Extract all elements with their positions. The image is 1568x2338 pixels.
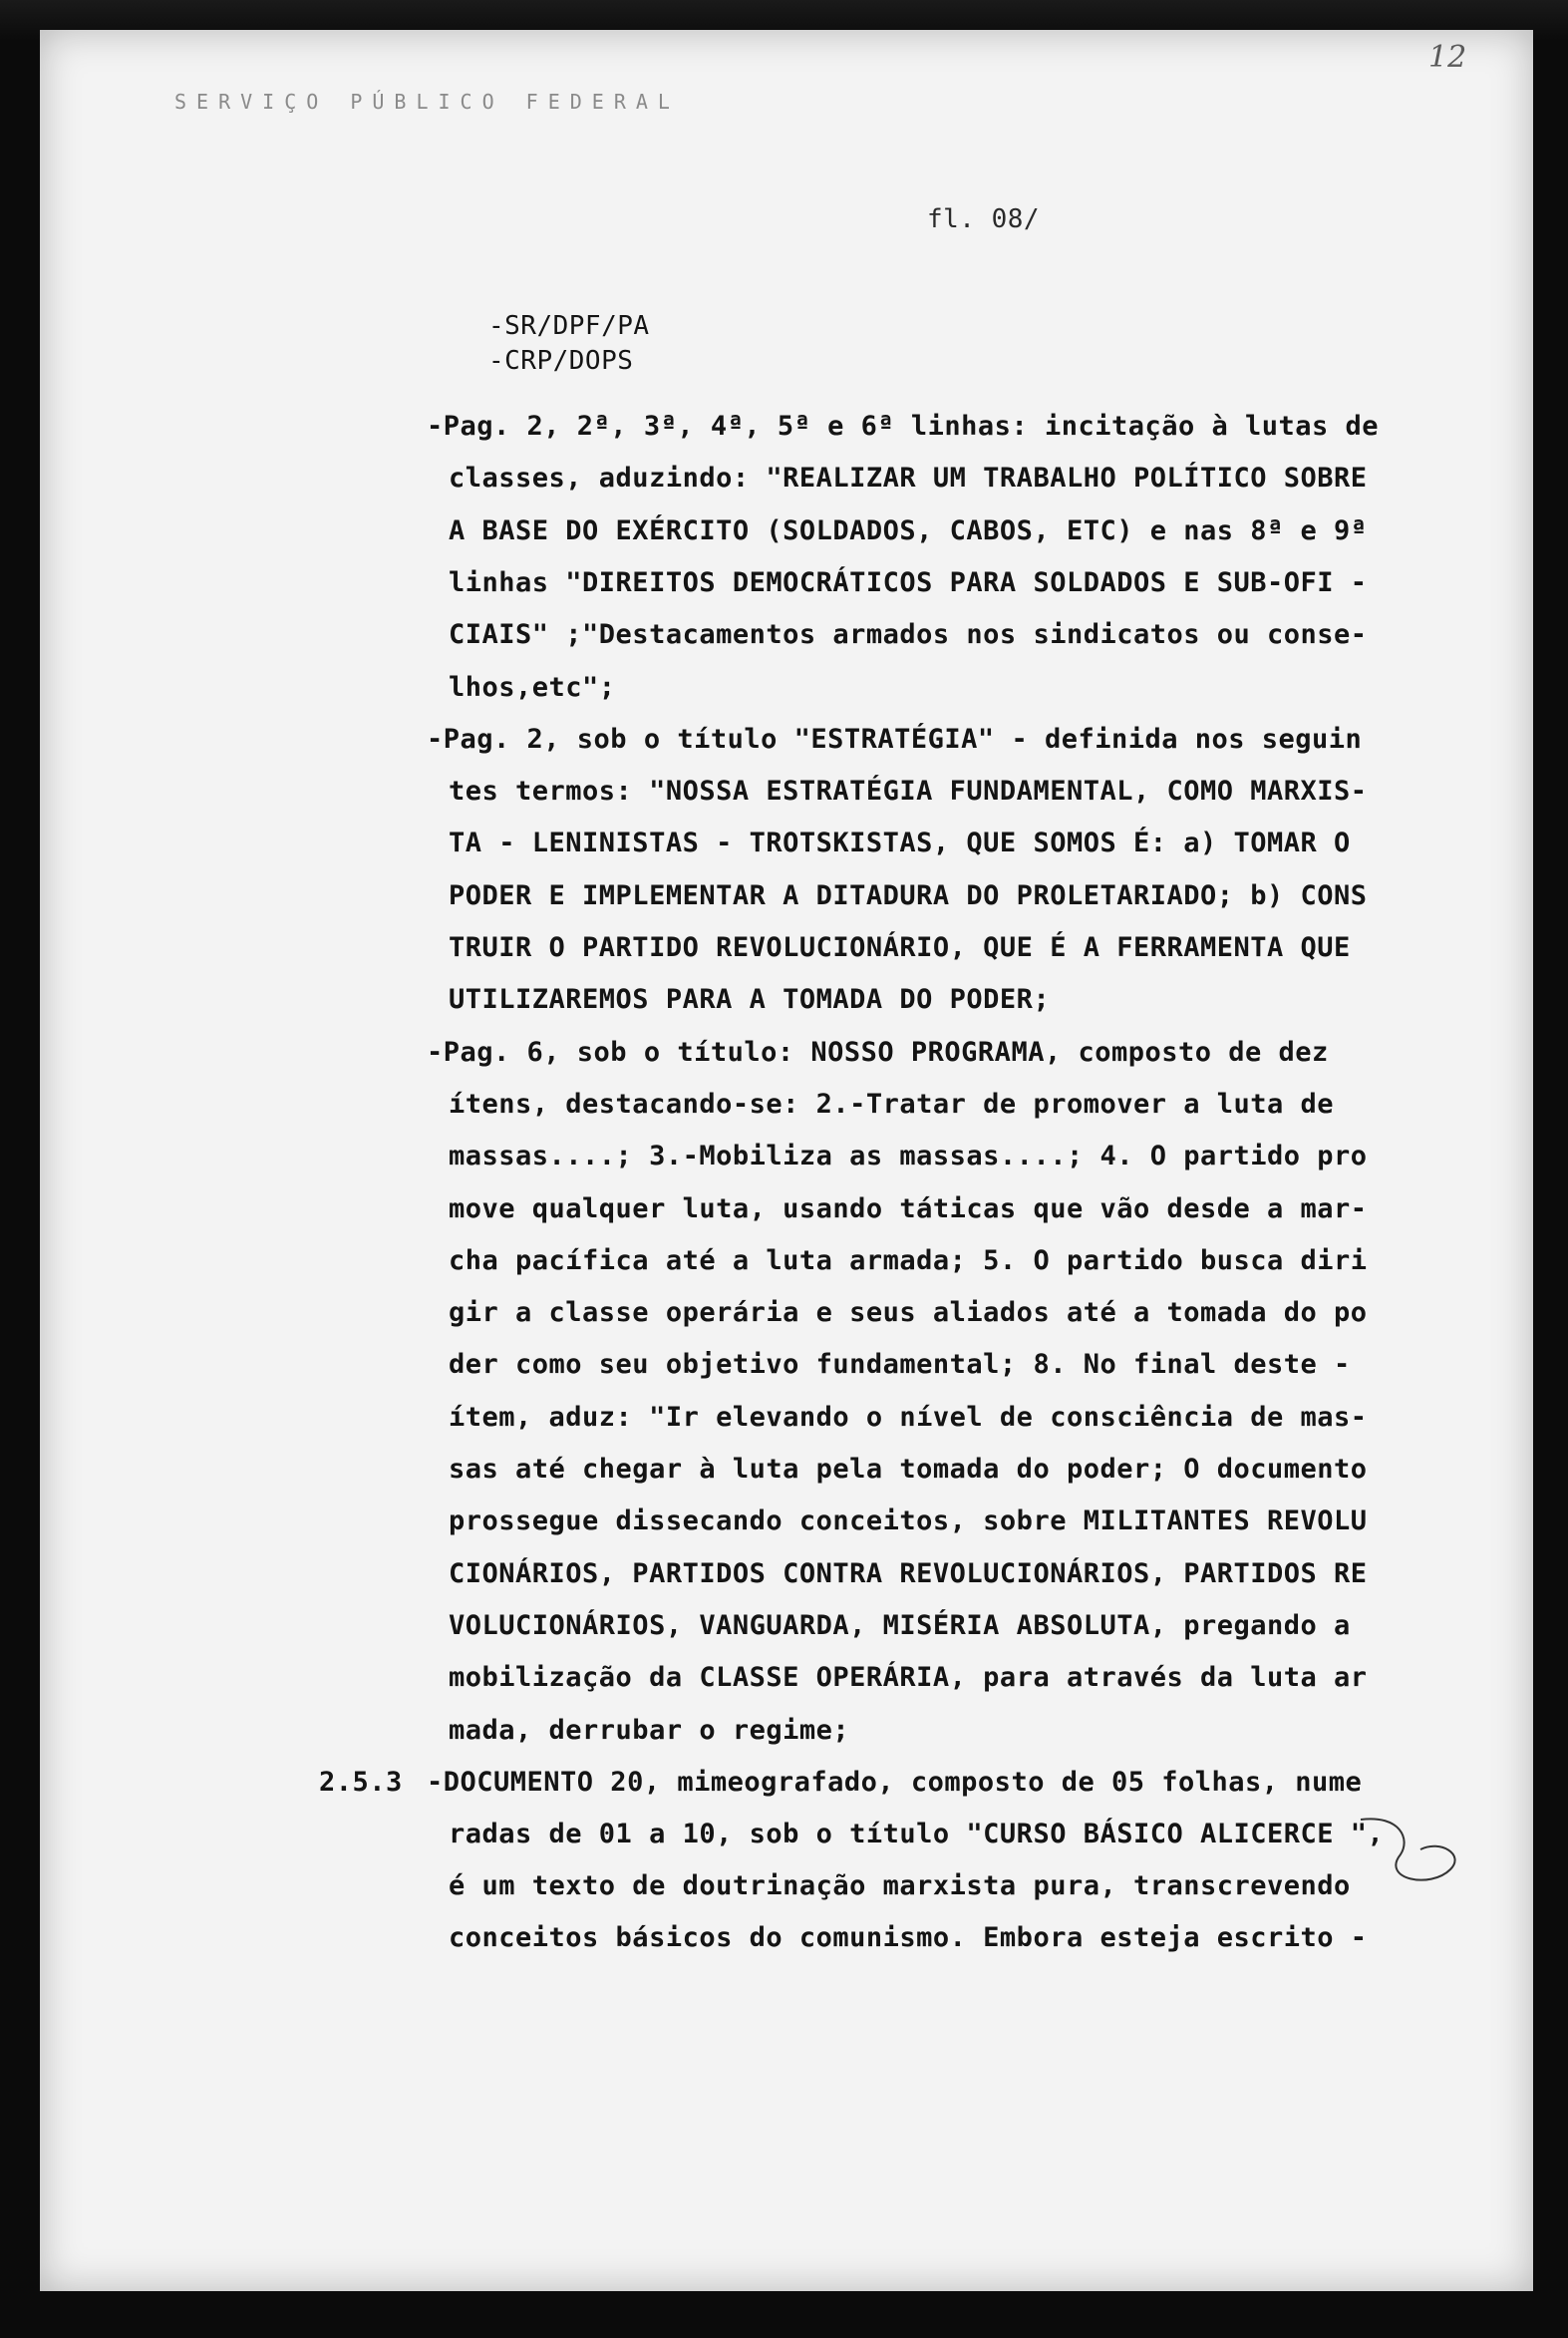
body-line: prossegue dissecando conceitos, sobre MILITANTES REVOLU — [449, 1505, 1368, 1537]
body-line: CIAIS" ;"Destacamentos armados nos sindicatos ou conse- — [449, 619, 1368, 651]
body-line: TRUIR O PARTIDO REVOLUCIONÁRIO, QUE É A FERRAMENTA QUE — [449, 932, 1351, 963]
section-line: -DOCUMENTO 20, mimeografado, composto de 05 folhas, nume — [427, 1767, 1363, 1798]
body-line: massas....; 3.-Mobiliza as massas....; 4. O partido pro — [449, 1141, 1368, 1172]
body-line: gir a classe operária e seus aliados até a tomada do po — [449, 1297, 1368, 1329]
body-line: -Pag. 6, sob o título: NOSSO PROGRAMA, composto de dez — [427, 1036, 1329, 1068]
body-line: CIONÁRIOS, PARTIDOS CONTRA REVOLUCIONÁRIOS, PARTIDOS RE — [449, 1557, 1368, 1589]
page-number: 12 — [1428, 40, 1467, 75]
org-line-1: -SR/DPF/PA — [488, 311, 650, 341]
letterhead: SERVIÇO PÚBLICO FEDERAL — [174, 90, 680, 114]
body-line: ítens, destacando-se: 2.-Tratar de promover a luta de — [449, 1088, 1335, 1120]
body-line: lhos,etc"; — [449, 671, 616, 703]
body-line: UTILIZAREMOS PARA A TOMADA DO PODER; — [449, 984, 1051, 1016]
body-line: TA - LENINISTAS - TROTSKISTAS, QUE SOMOS É: a) TOMAR O — [449, 828, 1351, 859]
body-line: move qualquer luta, usando táticas que vão desde a mar- — [449, 1192, 1368, 1224]
section-line: conceitos básicos do comunismo. Embora esteja escrito - — [449, 1922, 1368, 1953]
body-line: mobilização da CLASSE OPERÁRIA, para através da luta ar — [449, 1662, 1368, 1694]
section-line: radas de 01 a 10, sob o título "CURSO BÁSICO ALICERCE ", — [449, 1819, 1385, 1849]
section-number: 2.5.3 — [319, 1767, 403, 1798]
body-line: -Pag. 2, 2ª, 3ª, 4ª, 5ª e 6ª linhas: incitação à lutas de — [427, 411, 1380, 442]
body-line: tes termos: "NOSSA ESTRATÉGIA FUNDAMENTAL, COMO MARXIS- — [449, 776, 1368, 808]
body-line: ítem, aduz: "Ir elevando o nível de consciência de mas- — [449, 1401, 1368, 1433]
body-line: mada, derrubar o regime; — [449, 1714, 850, 1746]
body-line: cha pacífica até a luta armada; 5. O partido busca diri — [449, 1244, 1368, 1276]
ink-mark — [1341, 1810, 1470, 1909]
body-line: VOLUCIONÁRIOS, VANGUARDA, MISÉRIA ABSOLUTA, pregando a — [449, 1609, 1351, 1641]
body-line: linhas "DIREITOS DEMOCRÁTICOS PARA SOLDADOS E SUB-OFI - — [449, 566, 1368, 598]
folio-reference: fl. 08/ — [927, 204, 1041, 234]
body-line: -Pag. 2, sob o título "ESTRATÉGIA" - definida nos seguin — [427, 723, 1363, 755]
org-line-2: -CRP/DOPS — [488, 346, 634, 376]
body-line: PODER E IMPLEMENTAR A DITADURA DO PROLETARIADO; b) CONS — [449, 879, 1368, 911]
body-line: A BASE DO EXÉRCITO (SOLDADOS, CABOS, ETC) e nas 8ª e 9ª — [449, 514, 1368, 546]
body-line: der como seu objetivo fundamental; 8. No final deste - — [449, 1349, 1351, 1381]
section-line: é um texto de doutrinação marxista pura, transcrevendo — [449, 1870, 1351, 1901]
body-line: classes, aduzindo: "REALIZAR UM TRABALHO POLÍTICO SOBRE — [449, 463, 1368, 495]
body-line: sas até chegar à luta pela tomada do poder; O documento — [449, 1454, 1368, 1485]
